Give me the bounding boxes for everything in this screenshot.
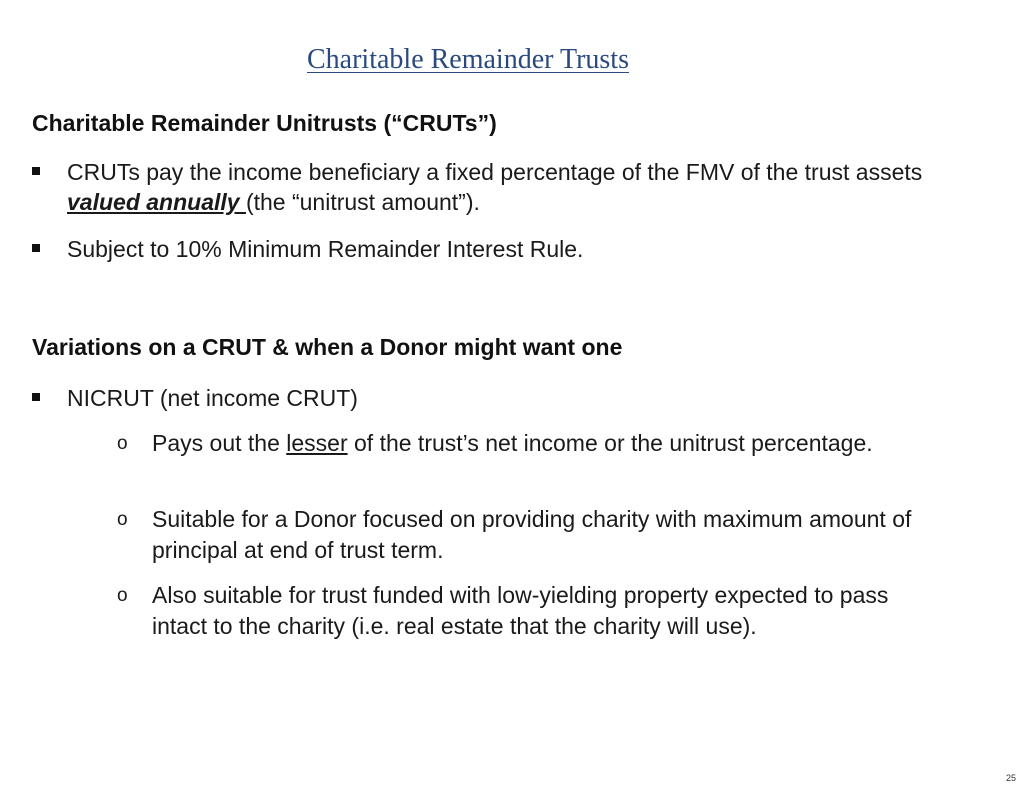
circle-bullet-icon: o: [117, 509, 128, 530]
section-heading-cruts: Charitable Remainder Unitrusts (“CRUTs”): [32, 110, 497, 136]
bullet-minimum-remainder: [32, 234, 962, 264]
sub-item-suitable-donor: [117, 504, 917, 566]
circle-bullet-icon: o: [117, 433, 128, 454]
sub-item-text: Also suitable for trust funded with low-yielding property expected to pass intact to the charity (i.e. real estate that the charity will use).: [152, 582, 889, 639]
section-heading-variations: Variations on a CRUT & when a Donor might want one: [32, 334, 623, 360]
page-number: 25: [1005, 773, 1016, 783]
slide-title: Charitable Remainder Trusts: [307, 44, 629, 75]
square-bullet-icon: [32, 167, 40, 175]
sub-item-text: [152, 428, 917, 459]
emphasized-text: valued annually: [67, 189, 246, 215]
bullet-text: Subject to 10% Minimum Remainder Interest Rule.: [67, 236, 584, 262]
bullet-nicrut: [32, 383, 962, 413]
underlined-text: lesser: [286, 430, 348, 456]
bullet-text-part: CRUTs pay the income beneficiary a fixed percentage of the FMV of the trust assets: [67, 159, 923, 185]
square-bullet-icon: [32, 244, 40, 252]
bullet-text-part: (the “unitrust amount”).: [245, 189, 480, 215]
square-bullet-icon: [32, 393, 40, 401]
sub-text-part: of the trust’s net income or the unitrust percentage.: [347, 430, 873, 456]
bullet-cruts-payment: [32, 157, 962, 217]
sub-item-lesser: [117, 428, 917, 459]
bullet-text: NICRUT (net income CRUT): [67, 385, 358, 411]
circle-bullet-icon: o: [117, 585, 128, 606]
sub-item-text: Suitable for a Donor focused on providing charity with maximum amount of principal at end of trust term.: [152, 506, 912, 563]
bullet-text: [67, 157, 962, 217]
sub-text-part: Pays out the: [152, 430, 287, 456]
sub-item-low-yielding: [117, 580, 917, 642]
